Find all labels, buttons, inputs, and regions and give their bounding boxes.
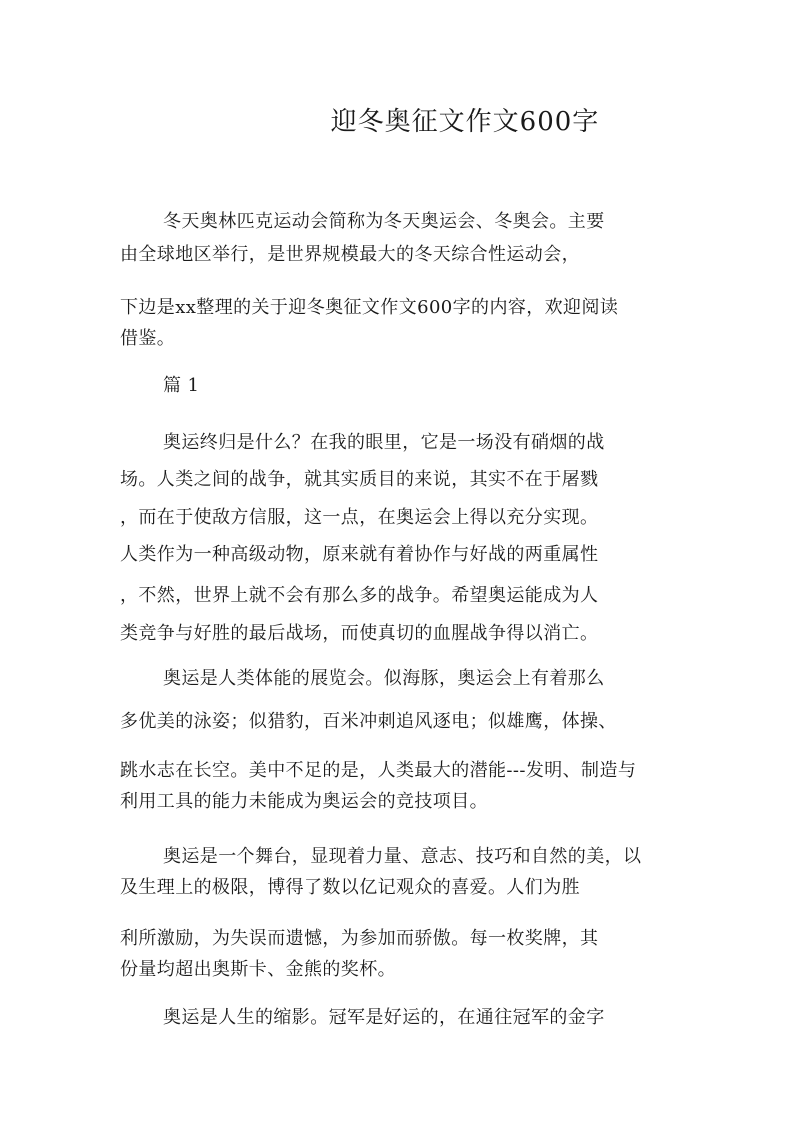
paragraph-line: 利用工具的能力未能成为奥运会的竞技项目。: [120, 791, 488, 812]
paragraph-line: 跳水志在长空。美中不足的是，人类最大的潜能---发明、制造与: [120, 760, 637, 781]
paragraph-line: 奥运是人生的缩影。冠军是好运的，在通往冠军的金字: [163, 1007, 605, 1028]
paragraph-line: 份量均超出奥斯卡、金熊的奖杯。: [120, 959, 396, 980]
paragraph-line: 利所激励，为失误而遗憾，为参加而骄傲。每一枚奖牌，其: [120, 928, 599, 949]
paragraph-line: 人类作为一种高级动物，原来就有着协作与好战的两重属性: [120, 544, 599, 565]
paragraph-line: 下边是xx整理的关于迎冬奥征文作文600字的内容，欢迎阅读: [120, 297, 619, 318]
section-heading: 篇 1: [163, 375, 200, 396]
paragraph-line: 奥运终归是什么？在我的眼里，它是一场没有硝烟的战: [163, 432, 605, 453]
paragraph-line: ，而在于使敌方信服，这一点，在奥运会上得以充分实现。: [120, 507, 599, 528]
paragraph-line: 类竞争与好胜的最后战场，而使真切的血腥战争得以消亡。: [120, 623, 599, 644]
paragraph-line: 奥运是一个舞台，显现着力量、意志、技巧和自然的美，以: [163, 846, 642, 867]
paragraph-line: 奥运是人类体能的展览会。似海豚，奥运会上有着那么: [163, 668, 605, 689]
paragraph-line: 场。人类之间的战争，就其实质目的来说，其实不在于屠戮: [120, 469, 599, 490]
paragraph-line: 多优美的泳姿；似猎豹，百米冲刺追风逐电；似雄鹰，体操、: [120, 711, 617, 732]
document-title: 迎冬奥征文作文600字: [330, 107, 600, 137]
paragraph-line: ，不然，世界上就不会有那么多的战争。希望奥运能成为人: [120, 585, 599, 606]
paragraph-line: 借鉴。: [120, 328, 176, 349]
paragraph-line: 冬天奥林匹克运动会简称为冬天奥运会、冬奥会。主要: [163, 211, 605, 232]
paragraph-line: 由全球地区举行，是世界规模最大的冬天综合性运动会，: [120, 244, 580, 265]
paragraph-line: 及生理上的极限，博得了数以亿记观众的喜爱。人们为胜: [120, 877, 580, 898]
